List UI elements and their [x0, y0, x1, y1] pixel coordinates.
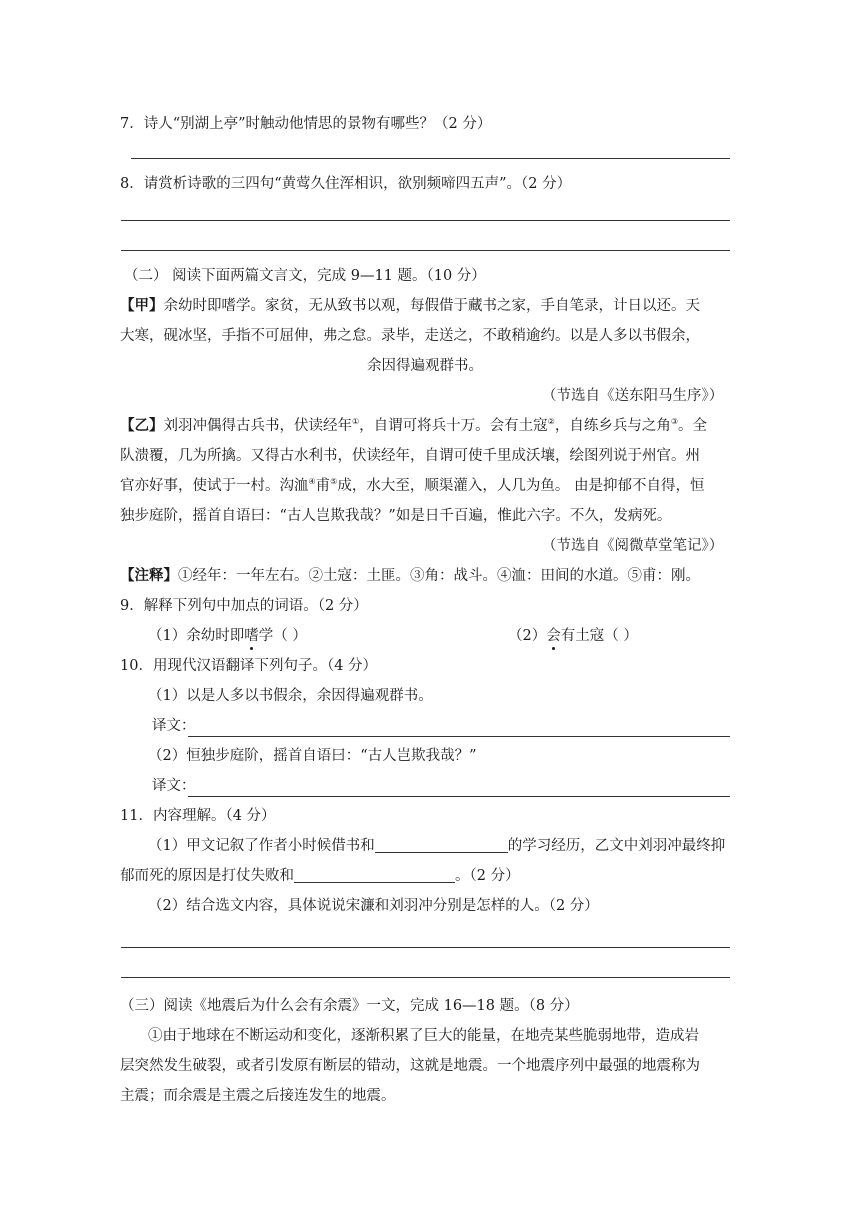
- question-9: 9．解释下列句中加点的词语。（2 分）: [120, 598, 368, 614]
- passage-3-line-3: 主震；而余震是主震之后接连发生的地震。: [120, 1088, 396, 1104]
- question-11: 11．内容理解。（4 分）: [120, 808, 276, 824]
- passage-3-line-1: ①由于地球在不断运动和变化，逐渐积累了巨大的能量，在地壳某些脆弱地带，造成岩: [148, 1028, 699, 1044]
- translation-label: 译文：: [152, 778, 196, 794]
- question-8: 8．请赏析诗歌的三四句“黄莺久住浑相识，欲别频啼四五声”。（2 分）: [120, 176, 572, 192]
- passage-yi-line-1: 【乙】刘羽冲偶得古兵书，伏读经年①，自谓可将兵十万。会有土寇②，自练乡兵与之角③。全: [120, 417, 708, 434]
- passage-jia-line-1: 【甲】余幼时即嗜学。家贫，无从致书以观，每假借于藏书之家，手自笔录，计日以还。天: [120, 297, 700, 314]
- answer-line: [131, 158, 730, 159]
- passage-jia-line-2: 大寒，砚冰坚，手指不可屈伸，弗之怠。录毕，走送之，不敢稍逾约。以是人多以书假余，: [120, 328, 700, 344]
- passage-yi-source: （节选自《阅微草堂笔记》）: [542, 538, 724, 554]
- emphasis-dot: 嗜: [244, 628, 259, 644]
- annotation: 【注释】①经年：一年左右。②土寇：土匪。③角：战斗。④洫：田间的水道。⑤甫：刚。: [120, 567, 700, 584]
- translation-label: 译文：: [152, 718, 196, 734]
- question-11-item-1-line-2: 郁而死的原因是打仗失败和 。（2 分）: [120, 868, 520, 884]
- question-9-item-1: （1）余幼时即嗜学（ ）: [148, 628, 307, 644]
- passage-yi-line-2: 队溃覆，几为所擒。又得古水利书，伏读经年，自谓可使千里成沃壤，绘图列说于州官。州: [120, 448, 700, 464]
- answer-line: [121, 977, 730, 978]
- answer-line: [188, 736, 730, 737]
- blank: [375, 836, 508, 853]
- question-10: 10．用现代汉语翻译下列句子。（4 分）: [120, 658, 378, 674]
- passage-jia-source: （节选自《送东阳马生序》）: [542, 388, 724, 404]
- question-7: 7．诗人“别湖上亭”时触动他情思的景物有哪些？（2 分）: [120, 116, 492, 132]
- answer-line: [121, 947, 730, 948]
- question-9-item-2: （2）会有土寇（ ）: [508, 628, 638, 644]
- answer-line: [188, 796, 730, 797]
- question-10-item-2: （2）恒独步庭阶，摇首自语曰：“古人岂欺我哉？”: [148, 748, 477, 764]
- section-3-heading: （三）阅读《地震后为什么会有余震》一文，完成 16—18 题。（8 分）: [120, 998, 579, 1014]
- question-10-item-1: （1）以是人多以书假余，余因得遍观群书。: [148, 688, 433, 704]
- emphasis-dot: 会: [546, 628, 561, 644]
- question-11-item-1-line-1: （1）甲文记叙了作者小时候借书和 的学习经历，乙文中刘羽冲最终抑: [148, 838, 726, 854]
- passage-yi-line-3: 官亦好事，使试于一村。沟洫④甫⑤成，水大至，顺渠灌入，人几为鱼。 由是抑郁不自得，恒: [120, 477, 705, 494]
- question-11-item-2: （2）结合选文内容，具体说说宋濂和刘羽冲分别是怎样的人。（2 分）: [148, 898, 599, 914]
- passage-jia-tag: 【甲】: [120, 297, 164, 314]
- passage-jia-line-3: 余因得遍观群书。: [367, 358, 483, 374]
- passage-3-line-2: 层突然发生破裂，或者引发原有断层的错动，这就是地震。一个地震序列中最强的地震称为: [120, 1058, 700, 1074]
- answer-line: [121, 220, 730, 221]
- blank: [294, 866, 455, 883]
- passage-yi-line-4: 独步庭阶，摇首自语曰：“古人岂欺我哉？”如是日千百遍，惟此六字。不久，发病死。: [120, 508, 672, 524]
- section-2-heading: （二） 阅读下面两篇文言文，完成 9—11 题。（10 分）: [124, 268, 486, 284]
- answer-line: [121, 250, 730, 251]
